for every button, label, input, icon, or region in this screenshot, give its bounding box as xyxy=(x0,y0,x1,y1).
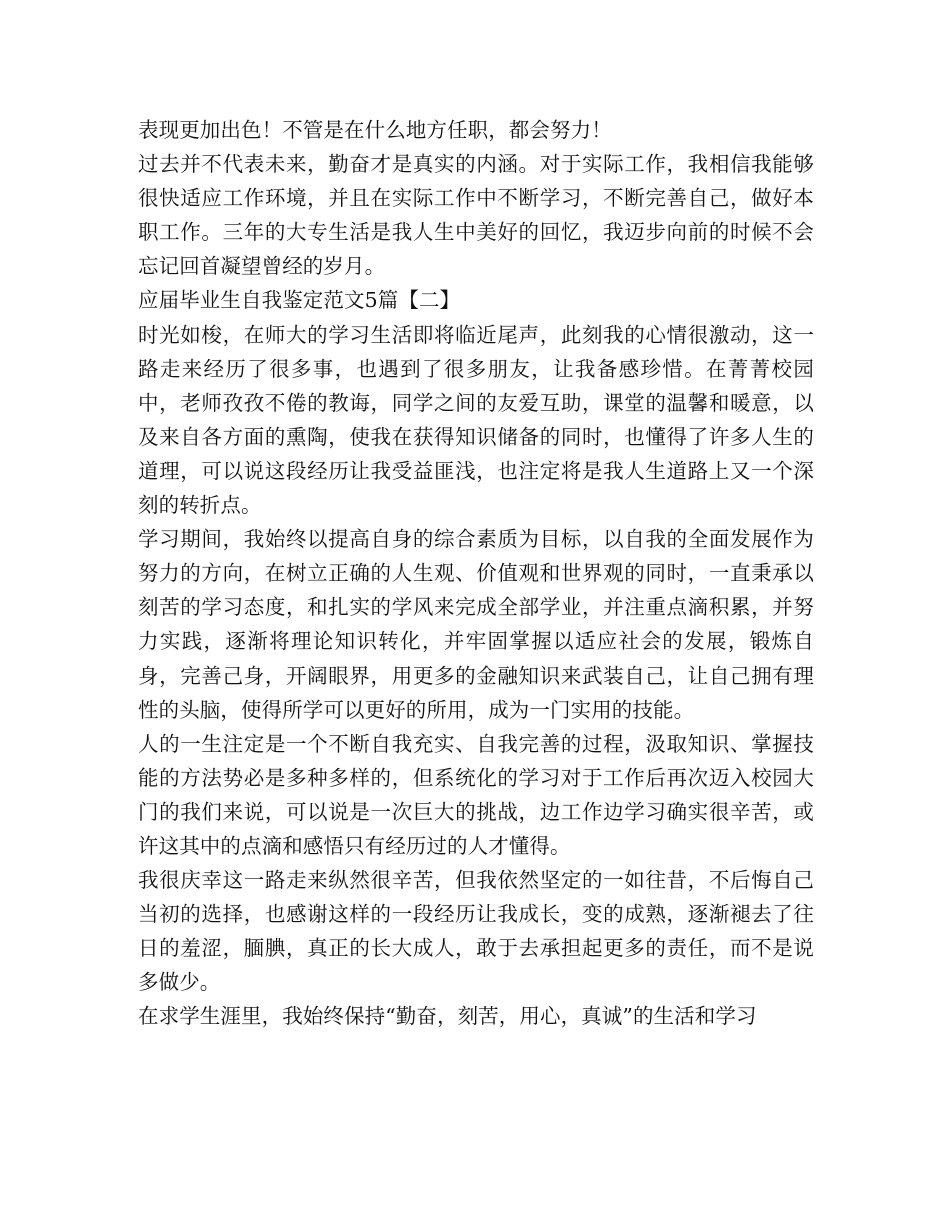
document-page xyxy=(138,113,814,1034)
section-paragraph-4: 我很庆幸这一路走来纵然很辛苦，但我依然坚定的一如往昔，不后悔自己当初的选择，也感谢这样的一段经历让我成长，变的成熟，逐渐褪去了往日的羞涩，腼腆，真正的长大成人，敢于去承担起更多的责任，而不是说多做少。 xyxy=(138,868,814,995)
section-paragraph-2: 学习期间，我始终以提高自身的综合素质为目标，以自我的全面发展作为努力的方向，在树立正确的人生观、价值观和世界观的同时，一直秉承以刻苦的学习态度，和扎实的学风来完成全部学业，并注重点滴积累，并努力实践，逐渐将理论知识转化，并牢固掌握以适应社会的发展，锻炼自身，完善己身，开阔眼界，用更多的金融知识来武装自己，让自己拥有理性的头脑，使得所学可以更好的所用，成为一门实用的技能。 xyxy=(138,527,814,722)
paragraph-1: 表现更加出色！不管是在什么地方任职，都会努力！ xyxy=(138,118,612,142)
section-paragraph-5: 在求学生涯里，我始终保持“勤奋，刻苦，用心，真诚”的生活和学习 xyxy=(138,1004,757,1029)
section-paragraph-1: 时光如梭，在师大的学习生活即将临近尾声，此刻我的心情很激动，这一路走来经历了很多事，也遇到了很多朋友，让我备感珍惜。在菁菁校园中，老师孜孜不倦的教诲，同学之间的友爱互助，课堂的温馨和暖意，以及来自各方面的熏陶，使我在获得知识储备的同时，也懂得了许多人生的道理，可以说这段经历让我受益匪浅，也注定将是我人生道路上又一个深刻的转折点。 xyxy=(138,322,814,518)
paragraph-2: 过去并不代表未来，勤奋才是真实的内涵。对于实际工作，我相信我能够很快适应工作环境，并且在实际工作中不断学习，不断完善自己，做好本职工作。三年的大专生活是我人生中美好的回忆，我迈步向前的时候不会忘记回首凝望曾经的岁月。 xyxy=(138,152,814,279)
section-paragraph-3: 人的一生注定是一个不断自我充实、自我完善的过程，汲取知识、掌握技能的方法势必是多种多样的，但系统化的学习对于工作后再次迈入校园大门的我们来说，可以说是一次巨大的挑战，边工作边学习确实很辛苦，或许这其中的点滴和感悟只有经历过的人才懂得。 xyxy=(138,731,814,858)
section-heading: 应届毕业生自我鉴定范文5篇【二】 xyxy=(138,288,461,313)
